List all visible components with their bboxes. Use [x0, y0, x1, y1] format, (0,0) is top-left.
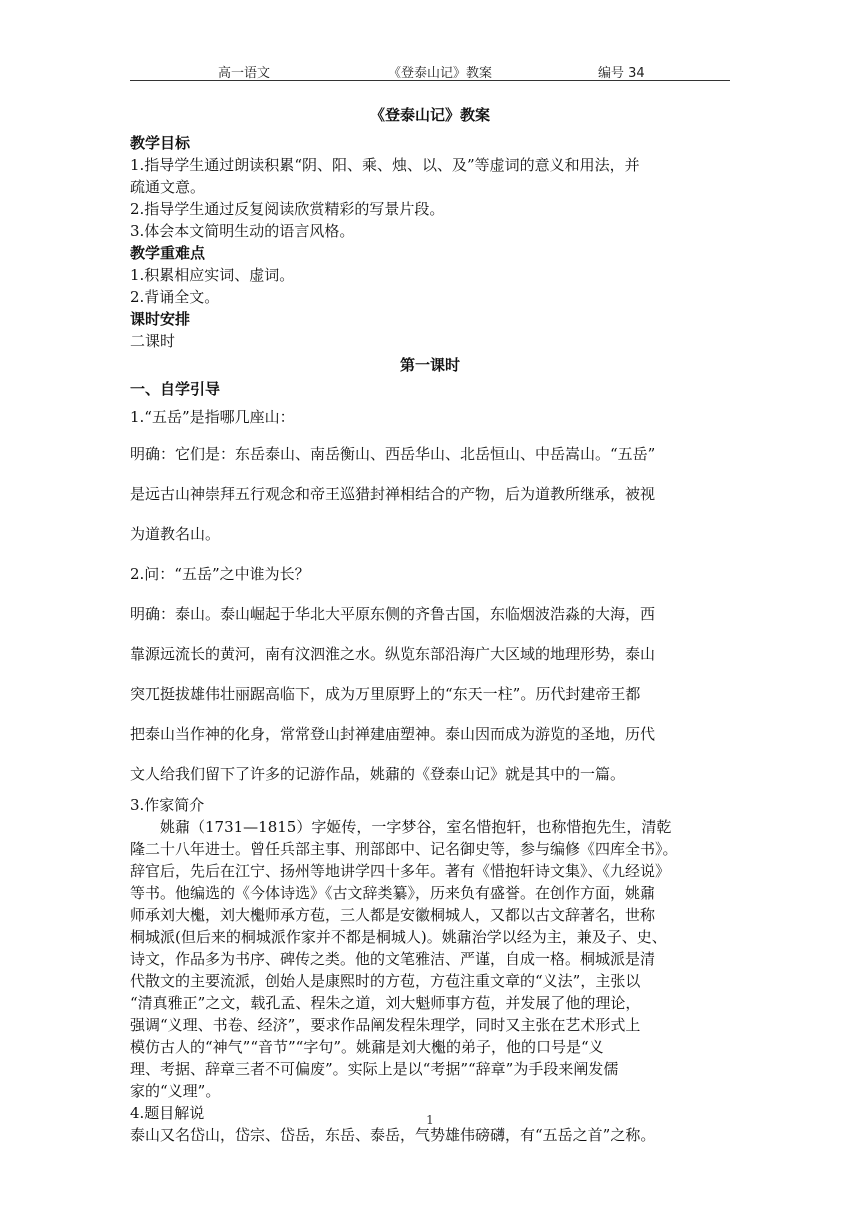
title-explanation: 泰山又名岱山，岱宗、岱岳，东岳、泰岳，气势雄伟磅礴，有“五岳之首”之称。	[130, 1126, 656, 1144]
question-3: 3.作家简介	[130, 796, 205, 814]
question-1: 1.“五岳”是指哪几座山：	[130, 408, 295, 426]
bio-line-4: 等书。他编选的《今体诗选》《古文辞类纂》，历来负有盛誉。在创作方面，姚鼐	[130, 884, 656, 902]
bio-line-12: 理、考据、辞章三者不可偏废”。实际上是以“考据”“辞章”为手段来阐发儒	[130, 1060, 619, 1078]
header-divider	[130, 80, 730, 81]
bio-line-2: 隆二十八年进士。曾任兵部主事、刑部郎中、记名御史等，参与编修《四库全书》。	[130, 840, 678, 858]
page-number: 1	[426, 1113, 434, 1127]
bio-line-10: 强调“义理、书卷、经济”，要求作品阐发程朱理学，同时又主张在艺术形式上	[130, 1016, 641, 1034]
section-heading-goals: 教学目标	[130, 134, 191, 152]
section-heading-key-points: 教学重难点	[130, 244, 206, 262]
answer-1-line-3: 为道教名山。	[130, 525, 221, 543]
lesson-1-heading: 第一课时	[399, 356, 460, 374]
question-2: 2.问：“五岳”之中谁为长？	[130, 565, 310, 583]
schedule-text: 二课时	[130, 332, 176, 350]
goal-3: 3.体会本文简明生动的语言风格。	[130, 222, 355, 240]
key-point-2: 2.背诵全文。	[130, 288, 220, 306]
header-subject: 高一语文	[218, 66, 271, 81]
answer-1-line-1: 明确：它们是：东岳泰山、南岳衡山、西岳华山、北岳恒山、中岳嵩山。“五岳”	[130, 445, 656, 463]
section-heading-schedule: 课时安排	[130, 310, 191, 328]
question-4: 4.题目解说	[130, 1104, 205, 1122]
goal-2: 2.指导学生通过反复阅读欣赏精彩的写景片段。	[130, 200, 445, 218]
answer-2-line-4: 把泰山当作神的化身，常常登山封禅建庙塑神。泰山因而成为游览的圣地，历代	[130, 725, 656, 743]
bio-line-3: 辞官后，先后在江宁、扬州等地讲学四十多年。著有《惜抱轩诗文集》、《九经说》	[130, 862, 671, 880]
bio-line-11: 模仿古人的“神气”“音节”“字句”。姚鼐是刘大櫆的弟子，他的口号是“义	[130, 1038, 604, 1056]
goal-1-line-2: 疏通文意。	[130, 178, 206, 196]
document-title: 《登泰山记》教案	[369, 106, 490, 124]
bio-line-1: 姚鼐（1731—1815）字姬传，一字梦谷，室名惜抱轩，也称惜抱先生，清乾	[160, 818, 672, 836]
bio-line-6: 桐城派(但后来的桐城派作家并不都是桐城人)。姚鼐治学以经为主，兼及子、史、	[130, 928, 667, 946]
key-point-1: 1.积累相应实词、虚词。	[130, 266, 295, 284]
answer-1-line-2: 是远古山神崇拜五行观念和帝王巡猎封禅相结合的产物，后为道教所继承，被视	[130, 485, 656, 503]
goal-1-line-1: 1.指导学生通过朗读积累“阴、阳、乘、烛、以、及”等虚词的意义和用法，并	[130, 156, 640, 174]
bio-line-5: 师承刘大櫆，刘大櫆师承方苞，三人都是安徽桐城人，又都以古文辞著名，世称	[130, 906, 656, 924]
bio-line-13: 家的“义理”。	[130, 1082, 221, 1100]
bio-line-9: “清真雅正”之文，载孔孟、程朱之道，刘大魁师事方苞，并发展了他的理论，	[130, 994, 641, 1012]
page-header	[130, 62, 730, 80]
answer-2-line-3: 突兀挺拔雄伟壮丽踞高临下，成为万里原野上的“东天一柱”。历代封建帝王都	[130, 685, 641, 703]
bio-line-8: 代散文的主要流派，创始人是康熙时的方苞，方苞注重文章的“义法”，主张以	[130, 972, 641, 990]
answer-2-line-1: 明确：泰山。泰山崛起于华北大平原东侧的齐鲁古国，东临烟波浩淼的大海，西	[130, 605, 656, 623]
document-body	[130, 104, 730, 1146]
answer-2-line-5: 文人给我们留下了许多的记游作品，姚鼐的《登泰山记》就是其中的一篇。	[130, 765, 626, 783]
part-1-heading: 一、自学引导	[130, 380, 221, 398]
answer-2-line-2: 靠源远流长的黄河，南有汶泗淮之水。纵览东部沿海广大区域的地理形势，泰山	[130, 645, 656, 663]
header-doc-title: 《登泰山记》教案	[388, 66, 493, 81]
bio-line-7: 诗文，作品多为书序、碑传之类。他的文笔雅洁、严谨，自成一格。桐城派是清	[130, 950, 656, 968]
header-doc-number: 编号 34	[598, 66, 645, 81]
